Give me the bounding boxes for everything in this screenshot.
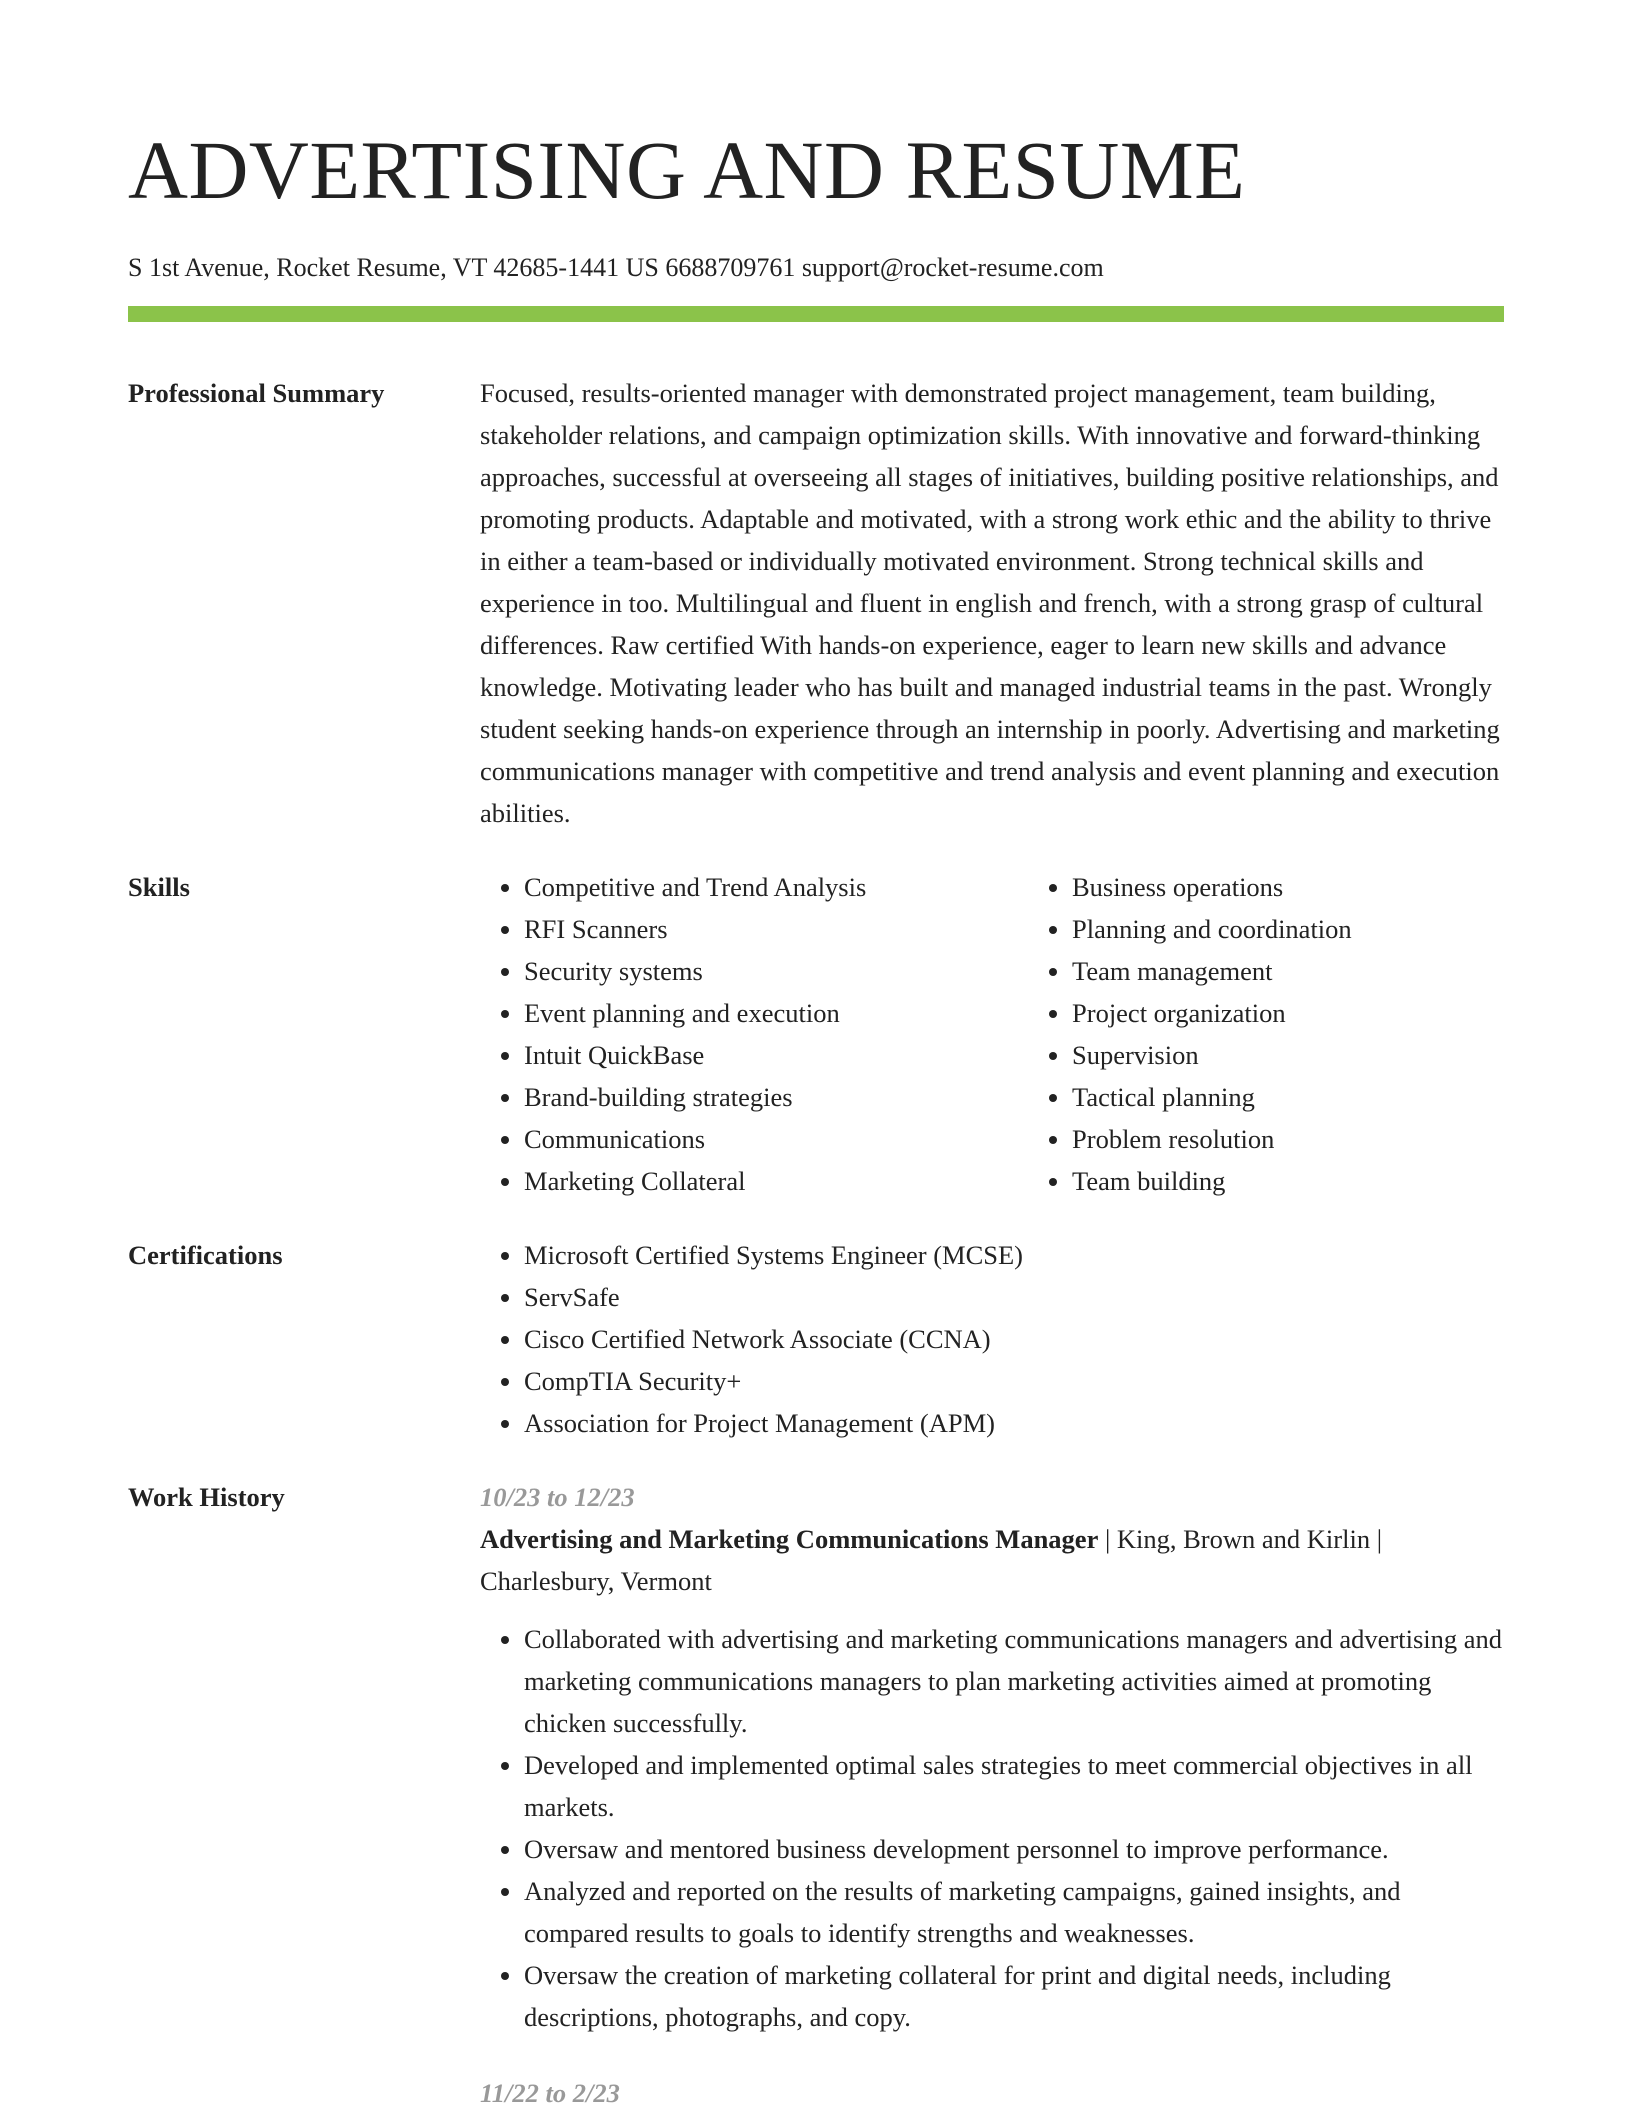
certification-item: • Association for Project Management (APM)	[524, 1402, 1504, 1444]
resume-page	[128, 0, 1504, 2114]
skill-item: • Communications	[524, 1118, 1028, 1160]
job-employer-location: | King, Brown and Kirlin | Charlesbury, Vermont	[480, 1524, 1383, 1596]
section-heading-certifications: Certifications	[128, 1240, 283, 1270]
certification-item: • ServSafe	[524, 1276, 1504, 1318]
job-title: Advertising and Marketing Communications Manager	[480, 1524, 1099, 1554]
responsibility-item: • Oversaw the creation of marketing collateral for print and digital needs, including descriptions, photographs, and copy.	[524, 1954, 1504, 2038]
job-dates: 11/22 to 2/23	[480, 2078, 620, 2108]
job-heading	[480, 1518, 1504, 1602]
skill-item: • Security systems	[524, 950, 1028, 992]
certifications-list	[480, 1234, 1504, 1444]
skill-item: • RFI Scanners	[524, 908, 1028, 950]
summary-text: Focused, results-oriented manager with demonstrated project management, team building, stakeholder relations, and campaign optimization skills. With innovative and forward-thinking approaches, successful at overseeing all stages of initiatives, building positive relationships, and promoting products. Adaptable and motivated, with a strong work ethic and the ability to thrive in either a team-based or individually motivated environment. Strong technical skills and experience in too. Multilingual and fluent in english and french, with a strong grasp of cultural differences. Raw certified With hands-on experience, eager to learn new skills and advance knowledge. Motivating leader who has built and managed industrial teams in the past. Wrongly student seeking hands-on experience through an internship in poorly. Advertising and marketing communications manager with competitive and trend analysis and event planning and execution abilities.	[480, 378, 1500, 828]
certifications-section	[128, 1234, 1504, 1444]
skill-item: • Business operations	[1072, 866, 1576, 908]
job-entry	[480, 1476, 1504, 2038]
job-dates: 10/23 to 12/23	[480, 1482, 635, 1512]
section-heading-summary: Professional Summary	[128, 378, 385, 408]
section-heading-work-history: Work History	[128, 1482, 285, 1512]
skill-item: • Marketing Collateral	[524, 1160, 1028, 1202]
contact-info: S 1st Avenue, Rocket Resume, VT 42685-1441 US 6688709761 support@rocket-resume.com	[128, 253, 1104, 282]
certification-item: • CompTIA Security+	[524, 1360, 1504, 1402]
skill-item: • Project organization	[1072, 992, 1576, 1034]
skill-item: • Tactical planning	[1072, 1076, 1576, 1118]
skill-item: • Supervision	[1072, 1034, 1576, 1076]
skill-item: • Competitive and Trend Analysis	[524, 866, 1028, 908]
responsibility-item: • Analyzed and reported on the results of marketing campaigns, gained insights, and compared results to goals to identify strengths and weaknesses.	[524, 1870, 1504, 1954]
skills-list-left	[480, 866, 1028, 1202]
responsibility-item: • Oversaw and mentored business development personnel to improve performance.	[524, 1828, 1504, 1870]
skill-item: • Intuit QuickBase	[524, 1034, 1028, 1076]
skills-columns	[480, 866, 1576, 1202]
summary-section	[128, 372, 1504, 834]
skills-section	[128, 866, 1504, 1202]
certification-item: • Microsoft Certified Systems Engineer (MCSE)	[524, 1234, 1504, 1276]
skill-item: • Planning and coordination	[1072, 908, 1576, 950]
certifications-body	[480, 1234, 1504, 1444]
work-history-section	[128, 1476, 1504, 2114]
work-history-body	[480, 1476, 1504, 2114]
certification-item: • Cisco Certified Network Associate (CCNA)	[524, 1318, 1504, 1360]
skill-item: • Problem resolution	[1072, 1118, 1576, 1160]
header-divider	[128, 306, 1504, 322]
responsibility-item: • Collaborated with advertising and marketing communications managers and advertising and marketing communications managers to plan marketing activities aimed at promoting chicken successfully.	[524, 1618, 1504, 1744]
skill-item: • Team building	[1072, 1160, 1576, 1202]
skill-item: • Brand-building strategies	[524, 1076, 1028, 1118]
resume-name: ADVERTISING AND RESUME	[128, 124, 1246, 216]
section-heading-skills: Skills	[128, 872, 190, 902]
job-responsibilities	[480, 1618, 1504, 2038]
skill-item: • Event planning and execution	[524, 992, 1028, 1034]
skill-item: • Team management	[1072, 950, 1576, 992]
skills-list-right	[1028, 866, 1576, 1202]
responsibility-item: • Developed and implemented optimal sales strategies to meet commercial objectives in all markets.	[524, 1744, 1504, 1828]
job-entry	[480, 2072, 1504, 2114]
